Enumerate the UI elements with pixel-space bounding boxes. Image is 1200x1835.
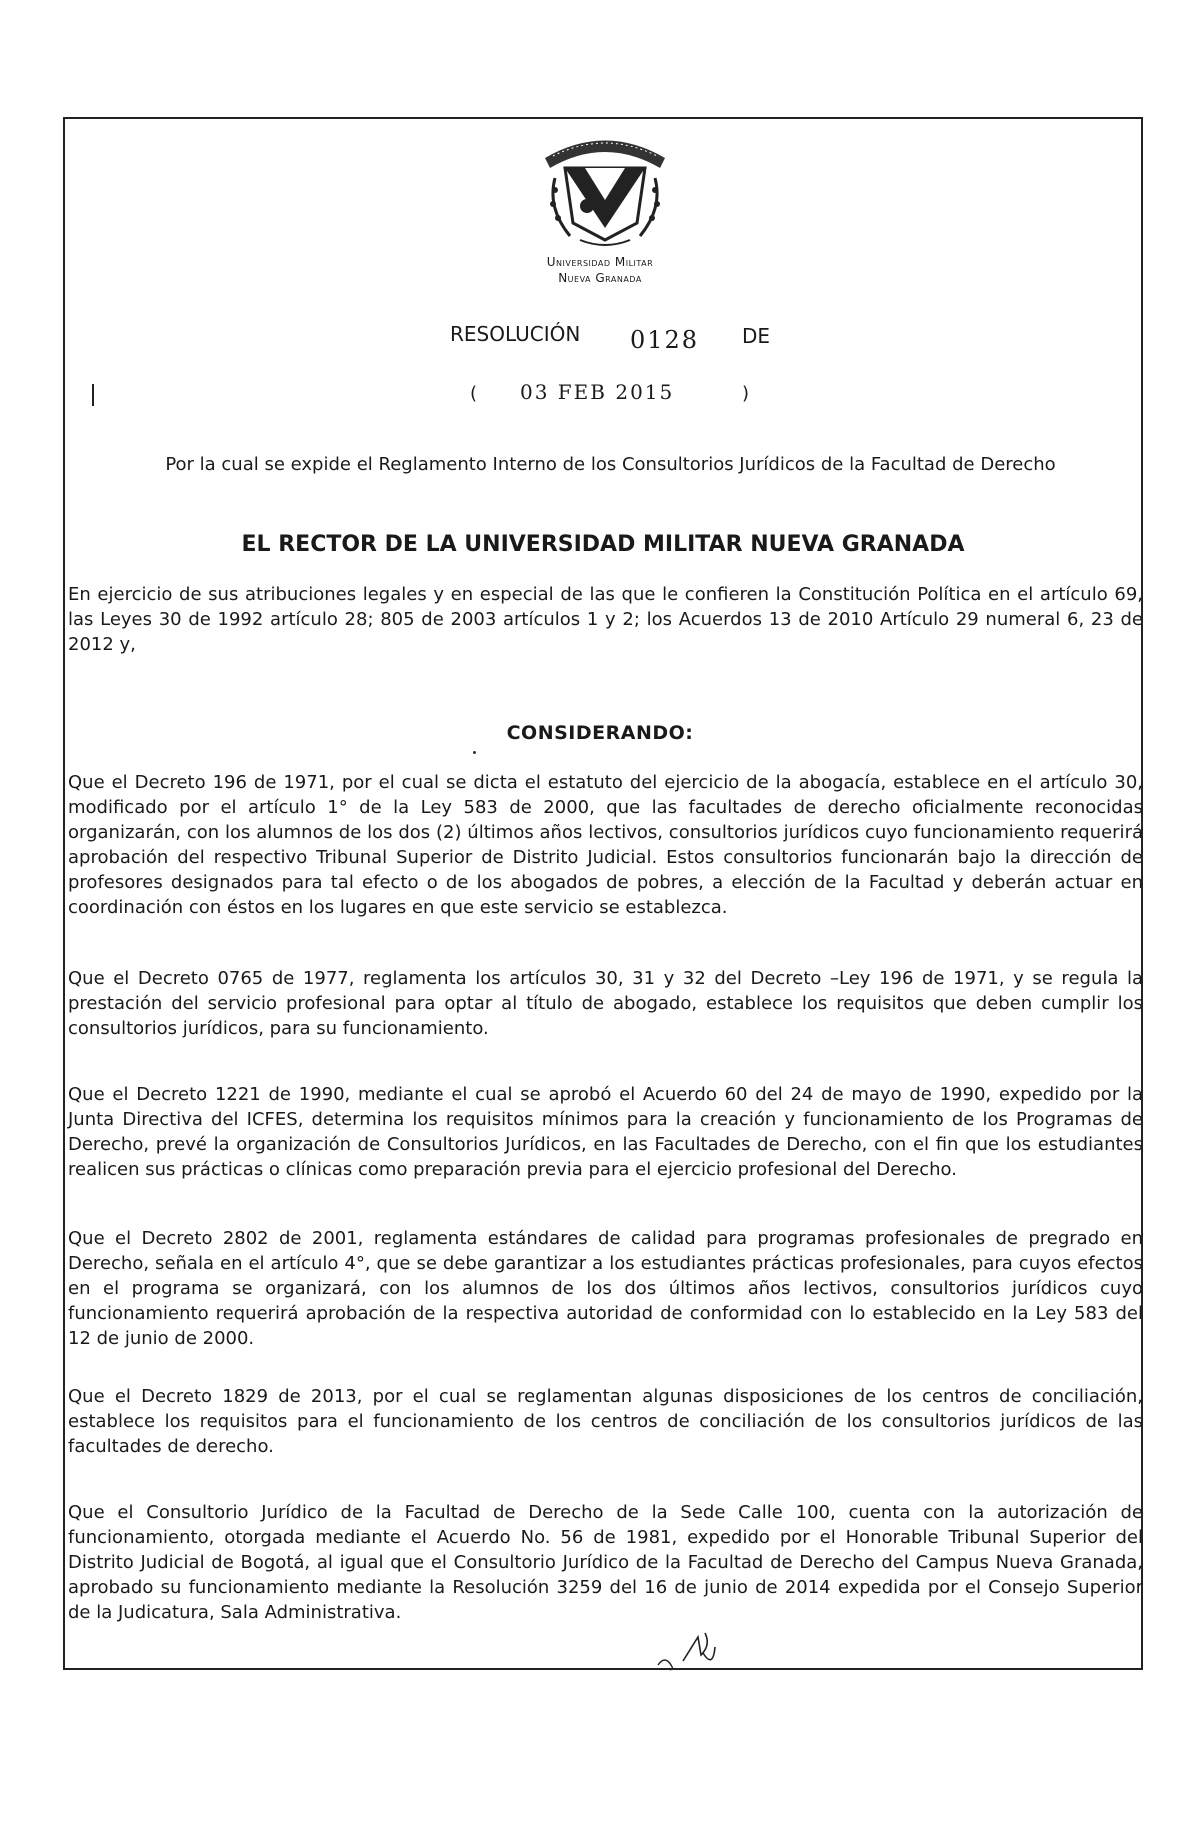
- university-name: [480, 254, 720, 286]
- preamble-paragraph: En ejercicio de sus atribuciones legales y en especial de las que le confieren la Constitución Política en el artículo 69, las Leyes 30 de 1992 artículo 28; 805 de 2003 artículos 1 y 2; los Acuerdos 13 de 2010 Artículo 29 numeral 6, 23 de 2012 y,: [68, 584, 1143, 655]
- considerando-paragraph-3: Que el Decreto 1221 de 1990, mediante el cual se aprobó el Acuerdo 60 del 24 de mayo de 1990, expedido por la Junta Directiva del ICFES, determina los requisitos mínimos para la creación y funcionamiento de los Programas de Derecho, prevé la organización de Consultorios Jurídicos, en las Facultades de Derecho, con el fin que los estudiantes realicen sus prácticas o clínicas como preparación previa para el ejercicio profesional del Derecho.: [68, 1084, 1143, 1180]
- university-name-line1: Universidad Militar: [546, 255, 654, 269]
- margin-mark: [92, 384, 94, 406]
- considerando-paragraph-6: Que el Consultorio Jurídico de la Facultad de Derecho de la Sede Calle 100, cuenta con la autorización de funcionamiento, otorgada mediante el Acuerdo No. 56 de 1981, expedido por el Honorable Tribunal Superior del Distrito Judicial de Bogotá, al igual que el Consultorio Jurídico de la Facultad de Derecho del Campus Nueva Granada, aprobado su funcionamiento mediante la Resolución 3259 del 16 de junio de 2014 expedida por el Consejo Superior de la Judicatura, Sala Administrativa.: [68, 1502, 1143, 1623]
- university-shield-logo-icon: [525, 128, 685, 258]
- considerando-heading: CONSIDERANDO:: [506, 722, 694, 744]
- considerando-paragraph-2: Que el Decreto 0765 de 1977, reglamenta los artículos 30, 31 y 32 del Decreto –Ley 196 de 1971, y se regula la prestación del servicio profesional para optar al título de abogado, establece los requisitos que deben cumplir los consultorios jurídicos, para su funcionamiento.: [68, 968, 1143, 1039]
- considerando-paragraph-4: Que el Decreto 2802 de 2001, reglamenta estándares de calidad para programas profesionales de pregrado en Derecho, señala en el artículo 4°, que se debe garantizar a los estudiantes prácticas profesionales, para cuyos efectos en el programa se organizará, con los alumnos de los dos últimos años lectivos, consultorios jurídicos cuyo funcionamiento requerirá aprobación de la respectiva autoridad de conformidad con lo establecido en la Ley 583 del 12 de junio de 2000.: [68, 1228, 1143, 1349]
- resolution-number: 0128: [630, 326, 700, 354]
- handwritten-initials-icon: [653, 1625, 723, 1675]
- resolution-subject: Por la cual se expide el Reglamento Interno de los Consultorios Jurídicos de la Facultad de Derecho: [165, 454, 1056, 475]
- resolution-de-label: DE: [742, 324, 771, 348]
- date-paren-open: (: [470, 383, 478, 404]
- resolution-date: 03 FEB 2015: [520, 380, 675, 404]
- considerando-paragraph-1: Que el Decreto 196 de 1971, por el cual se dicta el estatuto del ejercicio de la abogacía, establece en el artículo 30, modificado por el artículo 1° de la Ley 583 de 2000, que las facultades de derecho oficialmente reconocidas organizarán, con los alumnos de los dos (2) últimos años lectivos, consultorios jurídicos cuyo funcionamiento requerirá aprobación del respectivo Tribunal Superior de Distrito Judicial. Estos consultorios funcionarán bajo la dirección de profesores designados para tal efecto o de los abogados de pobres, a elección de la Facultad y deberán actuar en coordinación con éstos en los lugares en que este servicio se establezca.: [68, 772, 1143, 918]
- rector-title: EL RECTOR DE LA UNIVERSIDAD MILITAR NUEVA GRANADA: [241, 532, 965, 557]
- date-paren-close: ): [742, 383, 750, 404]
- stray-mark: [473, 751, 476, 754]
- resolution-label: RESOLUCIÓN: [450, 322, 581, 346]
- university-name-line2: Nueva Granada: [558, 271, 642, 285]
- considerando-paragraph-5: Que el Decreto 1829 de 2013, por el cual se reglamentan algunas disposiciones de los centros de conciliación, establece los requisitos para el funcionamiento de los centros de conciliación de los consultorios jurídicos de las facultades de derecho.: [68, 1386, 1143, 1457]
